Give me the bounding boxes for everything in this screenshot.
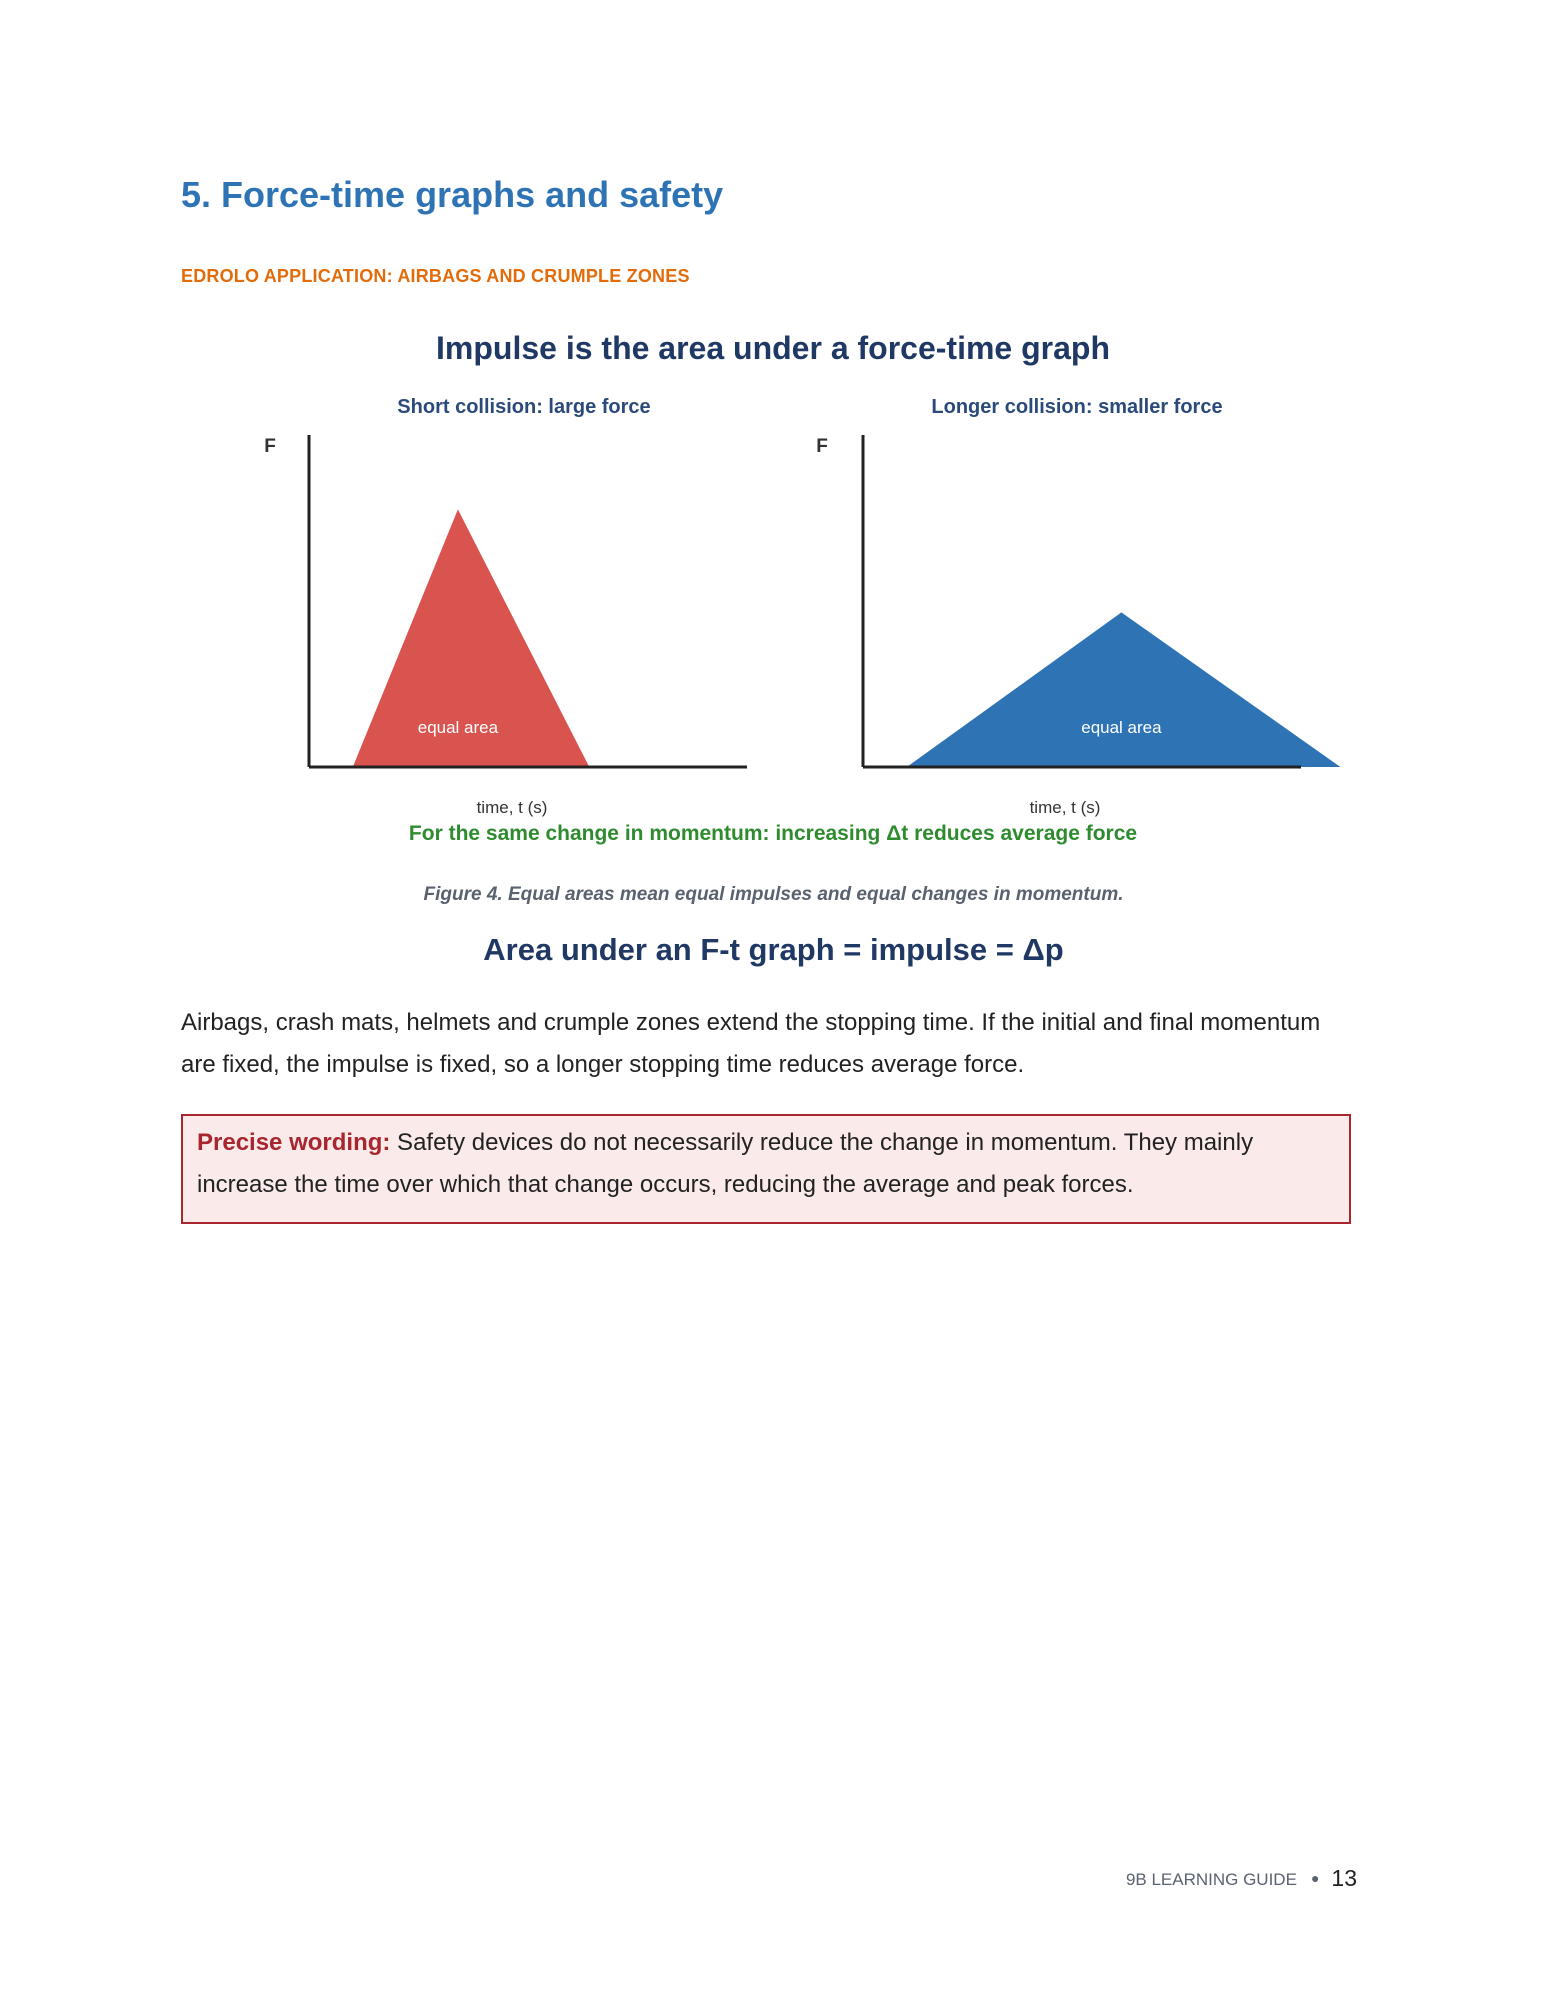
figure-footer-note: For the same change in momentum: increasing Δt reduces average force (408, 822, 1138, 845)
callout-label: Precise wording: (197, 1129, 391, 1156)
bullet-icon: ● (1310, 1870, 1320, 1886)
precise-wording-callout (181, 1114, 1351, 1224)
chart-title: Short collision: large force (397, 396, 651, 418)
section-subheading: EDROLO APPLICATION: AIRBAGS AND CRUMPLE ZONES (181, 266, 690, 286)
page-number: 13 (1331, 1865, 1357, 1891)
body-paragraph: Airbags, crash mats, helmets and crumple zones extend the stopping time. If the initial and final momentum are fixed, the impulse is fixed, so a longer stopping time reduces average force. (181, 1009, 1321, 1078)
force-time-figure (0, 310, 1547, 870)
figure-title: Impulse is the area under a force-time graph (436, 330, 1110, 366)
y-axis-label: F (264, 436, 276, 457)
figure-caption: Figure 4. Equal areas mean equal impulses and equal changes in momentum. (423, 884, 1124, 905)
area-label: equal area (1081, 718, 1162, 737)
area-label: equal area (417, 718, 499, 737)
section-heading: 5. Force-time graphs and safety (181, 174, 724, 215)
y-axis-label: F (816, 436, 828, 457)
impulse-area-triangle (907, 612, 1341, 767)
formula-heading: Area under an F-t graph = impulse = Δp (483, 932, 1064, 967)
chart-title: Longer collision: smaller force (931, 396, 1223, 418)
x-axis-label: time, t (s) (1029, 798, 1101, 817)
x-axis-label: time, t (s) (476, 798, 548, 817)
callout-text: Safety devices do not necessarily reduce the change in momentum. They mainly increase the time over which that change occurs, reducing the average and peak forces. (197, 1129, 1254, 1198)
page-footer (1126, 1865, 1357, 1892)
footer-guide-title: 9B LEARNING GUIDE (1125, 1870, 1297, 1889)
